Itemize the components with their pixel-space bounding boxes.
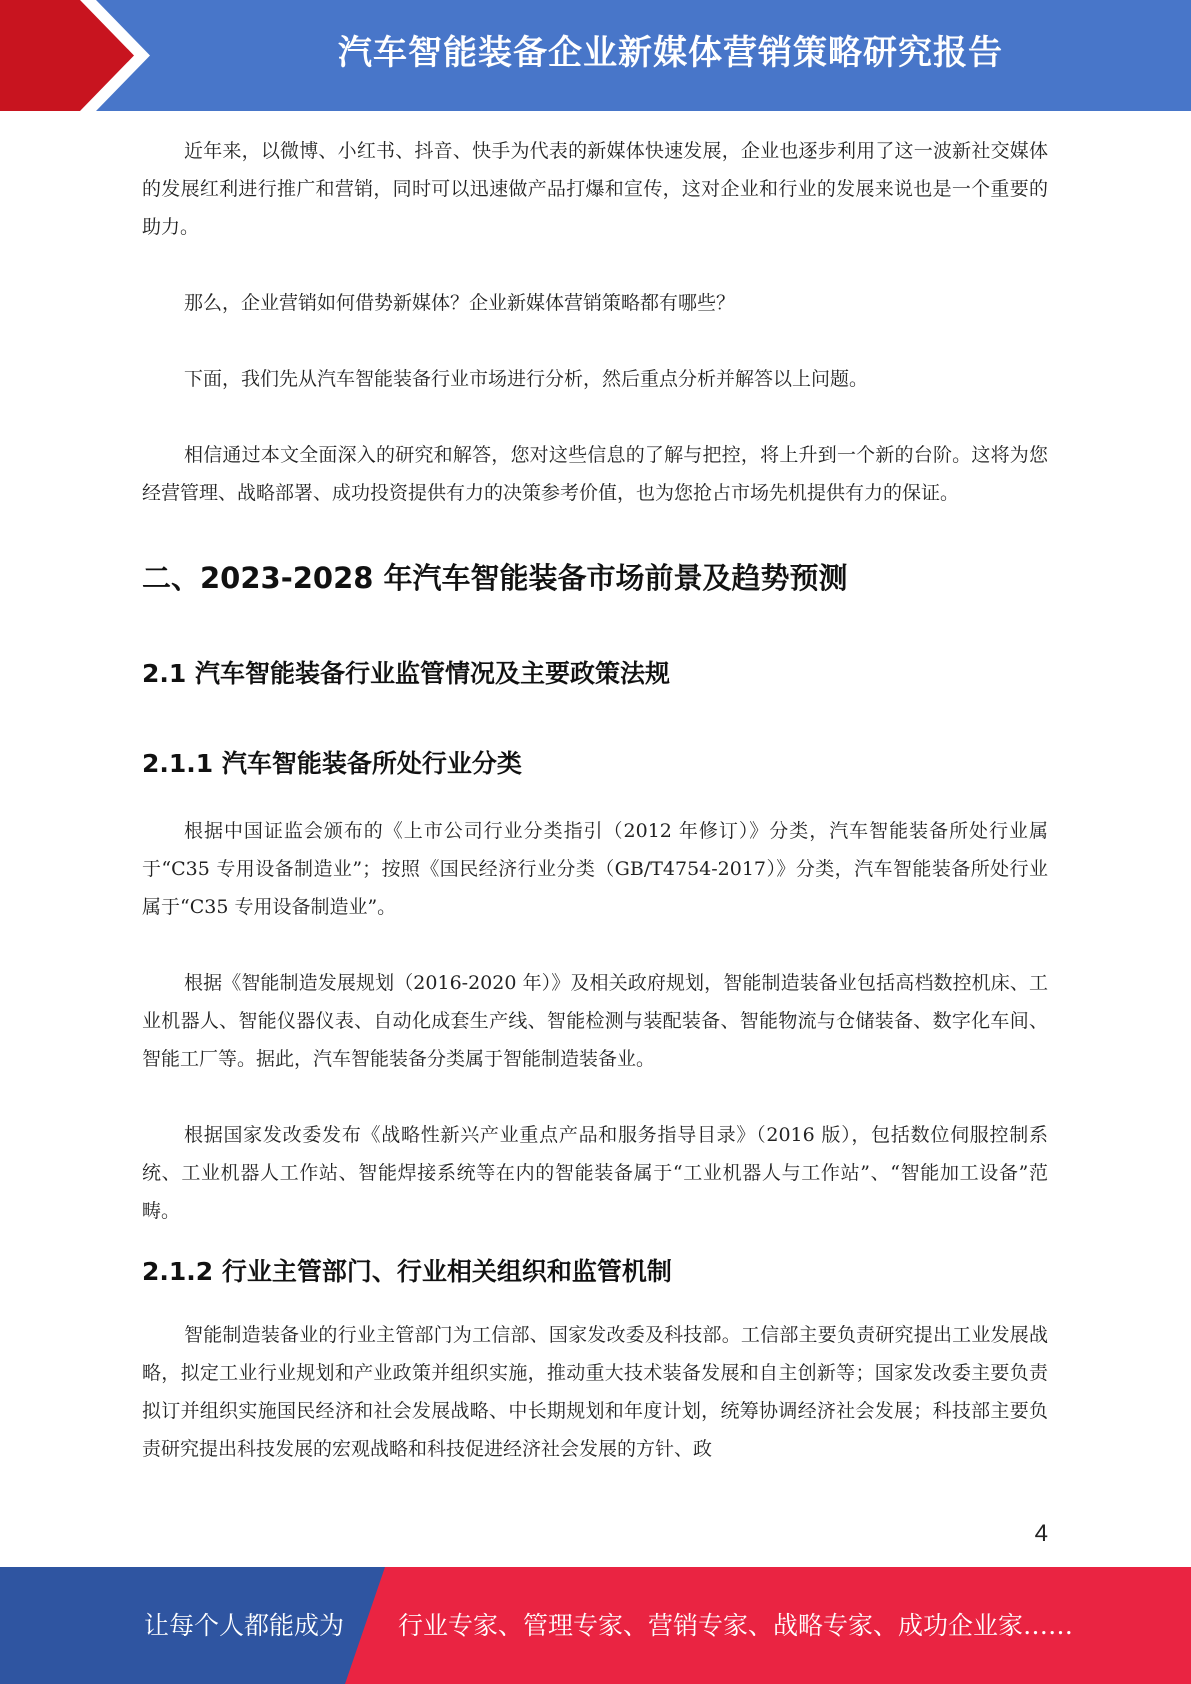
section-heading: 二、2023-2028 年汽车智能装备市场前景及趋势预测 [142,561,848,595]
document-body [142,132,1048,1468]
intro-paragraph-3: 下面，我们先从汽车智能装备行业市场进行分析，然后重点分析并解答以上问题。 [184,368,869,390]
classification-paragraph-1: 根据中国证监会颁布的《上市公司行业分类指引（2012 年修订）》分类，汽车智能装备所处行业属于“C35 专用设备制造业”；按照《国民经济行业分类（GB/T4754-2017）》分类，汽车智能装备所处行业属于“C35 专用设备制造业”。 [142,820,1048,918]
header-banner [0,0,1191,111]
subsection-heading: 2.1 汽车智能装备行业监管情况及主要政策法规 [142,659,670,688]
intro-paragraph-4: 相信通过本文全面深入的研究和解答，您对这些信息的了解与把控，将上升到一个新的台阶。这将为您经营管理、战略部署、成功投资提供有力的决策参考价值，也为您抢占市场先机提供有力的保证。 [142,444,1048,504]
subsubsection-heading-regulation: 2.1.2 行业主管部门、行业相关组织和监管机制 [142,1257,672,1286]
intro-paragraph-1: 近年来，以微博、小红书、抖音、快手为代表的新媒体快速发展，企业也逐步利用了这一波新社交媒体的发展红利进行推广和营销，同时可以迅速做产品打爆和宣传，这对企业和行业的发展来说也是一个重要的助力。 [142,140,1048,238]
footer-slogan-right: 行业专家、管理专家、营销专家、战略专家、成功企业家…… [398,1611,1074,1640]
classification-paragraph-3: 根据国家发改委发布《战略性新兴产业重点产品和服务指导目录》（2016 版），包括数位伺服控制系统、工业机器人工作站、智能焊接系统等在内的智能装备属于“工业机器人与工作站”、“智能加工设备”范畴。 [142,1124,1048,1222]
footer-banner [0,1567,1191,1684]
regulation-paragraph-1: 智能制造装备业的行业主管部门为工信部、国家发改委及科技部。工信部主要负责研究提出工业发展战略，拟定工业行业规划和产业政策并组织实施，推动重大技术装备发展和自主创新等；国家发改委主要负责拟订并组织实施国民经济和社会发展战略、中长期规划和年度计划，统筹协调经济社会发展；科技部主要负责研究提出科技发展的宏观战略和科技促进经济社会发展的方针、政 [142,1324,1048,1460]
intro-paragraph-2: 那么，企业营销如何借势新媒体？企业新媒体营销策略都有哪些？ [184,292,736,314]
page-number: 4 [1034,1520,1048,1547]
red-chevron-icon [0,0,160,111]
classification-paragraph-2: 根据《智能制造发展规划（2016-2020 年）》及相关政府规划，智能制造装备业包括高档数控机床、工业机器人、智能仪器仪表、自动化成套生产线、智能检测与装配装备、智能物流与仓储装备、数字化车间、智能工厂等。据此，汽车智能装备分类属于智能制造装备业。 [142,972,1048,1070]
footer-slogan-left: 让每个人都能成为 [144,1611,345,1640]
report-title: 汽车智能装备企业新媒体营销策略研究报告 [338,33,1003,73]
subsubsection-heading-classification: 2.1.1 汽车智能装备所处行业分类 [142,749,522,778]
